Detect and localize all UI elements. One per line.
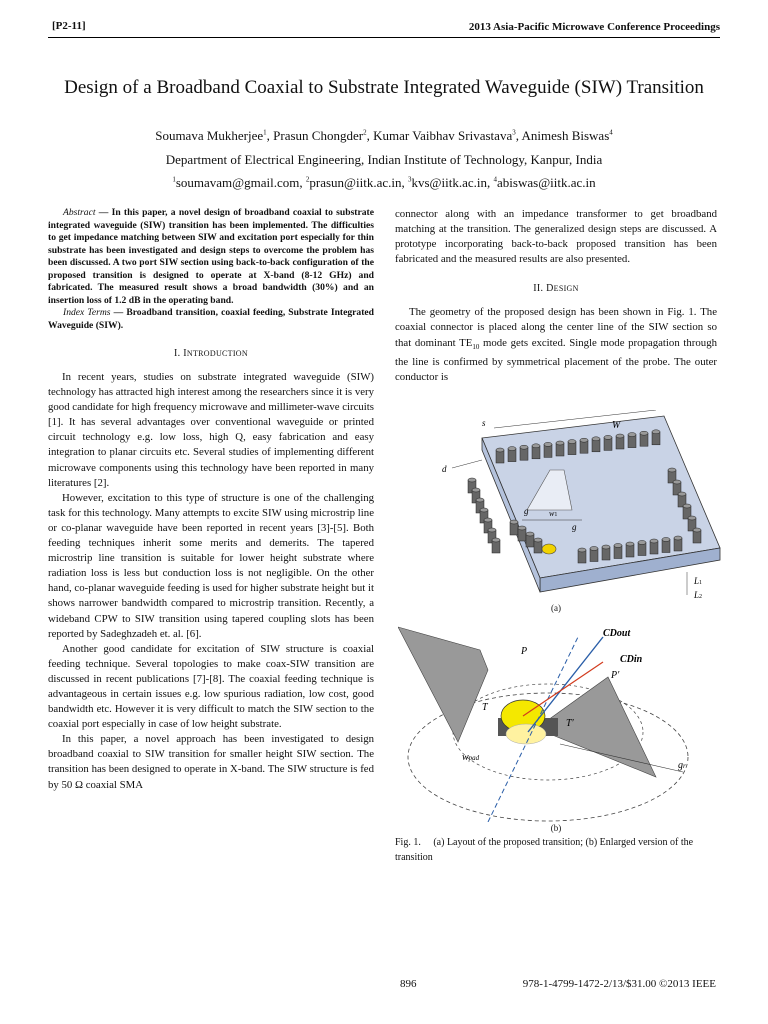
section-title: ESIGN bbox=[553, 284, 579, 294]
author-name: Prasun Chongder bbox=[273, 128, 364, 143]
right-column bbox=[395, 207, 717, 385]
dim-label-w: W bbox=[612, 420, 621, 431]
paragraph-text: The geometry of the proposed design has been shown in Fig. 1. The coaxial connector is placed along the center line of the SIW section so that dominant TE bbox=[395, 306, 717, 349]
label-p-prime: P′ bbox=[611, 670, 620, 681]
via-cylinder bbox=[556, 441, 564, 456]
dim-label-l2 bbox=[693, 590, 702, 600]
via-cylinder bbox=[590, 547, 598, 562]
via-cylinder bbox=[638, 541, 646, 556]
via-cylinder bbox=[650, 539, 658, 554]
subfigure-label-b: (b) bbox=[550, 823, 562, 833]
index-terms bbox=[48, 307, 374, 332]
figure-caption bbox=[395, 835, 721, 865]
dim-label-w1-sub: 1 bbox=[554, 512, 558, 518]
section-heading-introduction bbox=[48, 348, 374, 359]
label-t: T bbox=[482, 702, 488, 713]
abstract-label: Abstract bbox=[63, 207, 96, 218]
via-cylinder bbox=[602, 545, 610, 560]
email-sup: 2 bbox=[305, 175, 310, 184]
label-cdout: CDout bbox=[603, 628, 631, 639]
via-cylinder bbox=[614, 544, 622, 559]
author-list: Soumava Mukherjee$^1$, Prasun Chongder$^2$, Kumar Vaibhav Srivastava$^3$, Animesh Biswas$^4$ bbox=[155, 128, 613, 143]
dim-label-s: s bbox=[482, 418, 486, 428]
dim-label-l1 bbox=[693, 576, 702, 586]
email-address: soumavam@gmail.com bbox=[175, 175, 300, 190]
coax-probe bbox=[542, 544, 556, 554]
dim-label-g: g bbox=[524, 506, 529, 516]
email-sup: 3 bbox=[408, 175, 412, 184]
paragraph: In recent years, studies on substrate integrated waveguide (SIW) technology has attracted high interest among the researchers since it is very good candidate for high frequency microwave and millimeter-wave circuits [1]. It has several advantages over conventional waveguide or printed circuit technology e.g. low loss, high Q, easy fabrication and easy integration to planar circuits etc. Several studies of implementing different microwave components using this technology have been reported in many literatures [2]. bbox=[48, 371, 374, 489]
affiliation: Department of Electrical Engineering, Indian Institute of Technology, Kanpur, India bbox=[165, 152, 603, 167]
probe-shadow bbox=[506, 724, 546, 744]
dim-label-g: g bbox=[572, 522, 577, 532]
paper-title: Design of a Broadband Coaxial to Substrate Integrated Waveguide (SIW) Transition bbox=[64, 77, 704, 98]
section-number: II. D bbox=[533, 283, 554, 295]
index-terms-label: Index Terms bbox=[63, 307, 111, 318]
copyright-notice: 978-1-4799-1472-2/13/$31.00 ©2013 IEEE bbox=[522, 978, 716, 990]
via-cylinder bbox=[626, 542, 634, 557]
via-cylinder bbox=[518, 526, 526, 541]
via-cylinder bbox=[526, 532, 534, 547]
dimension-line bbox=[452, 460, 482, 468]
via-cylinder bbox=[662, 538, 670, 553]
taper-left bbox=[398, 627, 488, 742]
paragraph bbox=[395, 305, 717, 385]
via-cylinder bbox=[532, 444, 540, 459]
via-cylinder bbox=[674, 536, 682, 551]
section-heading-design bbox=[395, 283, 717, 294]
email-sup: 1 bbox=[172, 175, 176, 184]
abstract bbox=[48, 207, 374, 307]
via-cylinder bbox=[580, 438, 588, 453]
subfigure-label-a: (a) bbox=[551, 603, 561, 613]
abstract-dash: — bbox=[95, 207, 112, 218]
conference-name: 2013 Asia-Pacific Microwave Conference Proceedings bbox=[468, 21, 720, 33]
label-t-prime: T′ bbox=[566, 718, 574, 729]
section-title: NTRODUCTION bbox=[186, 349, 248, 358]
via-cylinder bbox=[508, 447, 516, 462]
via-cylinder bbox=[640, 431, 648, 446]
paragraph: connector along with an impedance transformer to get broadband matching at the transition. The generalized design steps are discussed. A prototype incorporating back-to-back proposed transition has been fabricated and the measured results are also presented. bbox=[395, 208, 717, 266]
via-cylinder bbox=[578, 548, 586, 563]
label-gr bbox=[678, 760, 686, 771]
label-p: P bbox=[521, 646, 528, 657]
paragraph: However, excitation to this type of structure is one of the challenging task for this technology. Many attempts to excite SIW using microstrip line or co-planar waveguide have been reported in recent years [3]-[5]. Both feeding techniques inherit some merits and demerits. The tapered microstrip line transition is suitable for lower height substrate where radiation loss is less but conduction loss is not negligible. On the other hand, co-planar waveguide feeding is used for higher substrate height but it shows narrower bandwidth compared to microstrip transition. Recently, a wideband CPW to SIW transition using tapered coupling slots has been reported by Sadeghzadeh et. al. [6]. bbox=[48, 491, 374, 640]
via-cylinder bbox=[496, 448, 504, 463]
figure-caption-label: Fig. 1. bbox=[395, 837, 421, 848]
via-cylinder bbox=[652, 430, 660, 445]
via-cylinder bbox=[616, 434, 624, 449]
section-number: I. I bbox=[174, 348, 187, 359]
author-name: Animesh Biswas bbox=[521, 128, 610, 143]
author-name: Soumava Mukherjee bbox=[155, 128, 264, 143]
via-cylinder bbox=[568, 440, 576, 455]
author-name: Kumar Vaibhav Srivastava bbox=[373, 128, 513, 143]
figure-layout-diagram bbox=[432, 410, 722, 610]
email-address: prasun@iitk.ac.in bbox=[309, 175, 402, 190]
index-terms-dash: — bbox=[110, 307, 127, 318]
index-terms-text: Broadband transition, coaxial feeding, Substrate Integrated Waveguide (SIW). bbox=[48, 307, 375, 331]
paragraph: Another good candidate for excitation of SIW structure is coaxial feeding technique. Several topologies to make coax-SIW transition are discussed in recent publications [7]-[8]. The coaxial feeding technique is advantageous in certain issues e.g. low spurious radiation, low cost, good bandwidth etc. However it is very difficult to match the SIW section to the coaxial port especially in case of low height substrate. bbox=[48, 642, 374, 731]
via-cylinder bbox=[520, 445, 528, 460]
label-gr-main: g bbox=[678, 760, 683, 771]
author-sup: 3 bbox=[512, 128, 516, 137]
email-list: $^1$soumavam@gmail.com, $^2$prasun@iitk.ac.in, $^3$kvs@iitk.ac.in, $^4$abiswas@iitk.ac.in bbox=[172, 175, 596, 190]
via-cylinder bbox=[592, 437, 600, 452]
via-cylinder bbox=[510, 520, 518, 535]
label-cdin: CDin bbox=[620, 654, 643, 665]
paragraph: In this paper, a novel approach has been investigated to design broadband coaxial to SIW transition for smaller height SIW section. The transition has been designed to operate in X-band. The SIW structure is fed by 50 Ω coaxial SMA bbox=[48, 733, 374, 791]
dim-label-l1-main: L bbox=[694, 576, 700, 586]
label-gr-sub: r bbox=[683, 762, 686, 770]
page-number: 896 bbox=[400, 978, 417, 990]
label-wpad bbox=[462, 752, 480, 763]
author-sup: 1 bbox=[263, 128, 267, 137]
left-column bbox=[48, 207, 374, 793]
abstract-text: In this paper, a novel design of broadband coaxial to substrate integrated waveguide (SIW) transition has been implemented. The difficulties to get impedance matching between SIW and excitation port especially for thin substrate has been investigated and design steps to overcome the problem has been discussed. A two port SIW section using back-to-back configuration of the proposed transition is designed to operate at X-band (8-12 GHz) and fabricated. The measured result shows a broad bandwidth (30%) and an insertion loss of 1.2 dB in the operating band. bbox=[48, 207, 375, 306]
label-wpad-main: w bbox=[462, 752, 469, 763]
author-sup: 2 bbox=[363, 128, 367, 137]
email-address: kvs@iitk.ac.in bbox=[411, 175, 488, 190]
dim-label-l1-sub: 1 bbox=[699, 580, 703, 586]
via-cylinder bbox=[604, 435, 612, 450]
figure-enlarged-diagram bbox=[398, 622, 722, 822]
paragraph-text: mode gets excited. Single mode propagation through the line is confirmed by symmetrical placement of the probe. The outer conductor is bbox=[395, 336, 717, 383]
via-cylinder bbox=[544, 442, 552, 457]
label-wpad-sub: pad bbox=[468, 754, 480, 762]
via-cylinder bbox=[693, 528, 701, 543]
author-sup: 4 bbox=[609, 128, 613, 137]
dim-label-w1-main: w bbox=[549, 509, 555, 518]
via-cylinder bbox=[534, 538, 542, 553]
mode-subscript: 10 bbox=[472, 342, 480, 351]
session-tag: [P2-11] bbox=[52, 20, 86, 32]
email-sup: 4 bbox=[493, 175, 498, 184]
email-address: abiswas@iitk.ac.in bbox=[497, 175, 596, 190]
dim-label-l2-main: L bbox=[694, 590, 700, 600]
via-cylinder bbox=[628, 433, 636, 448]
via-cylinder bbox=[492, 538, 500, 553]
dim-label-d: d bbox=[442, 464, 447, 474]
dim-label-l2-sub: 2 bbox=[699, 594, 703, 600]
figure-caption-text: (a) Layout of the proposed transition; (b) Enlarged version of the transition bbox=[395, 837, 694, 863]
header-divider bbox=[48, 37, 720, 38]
